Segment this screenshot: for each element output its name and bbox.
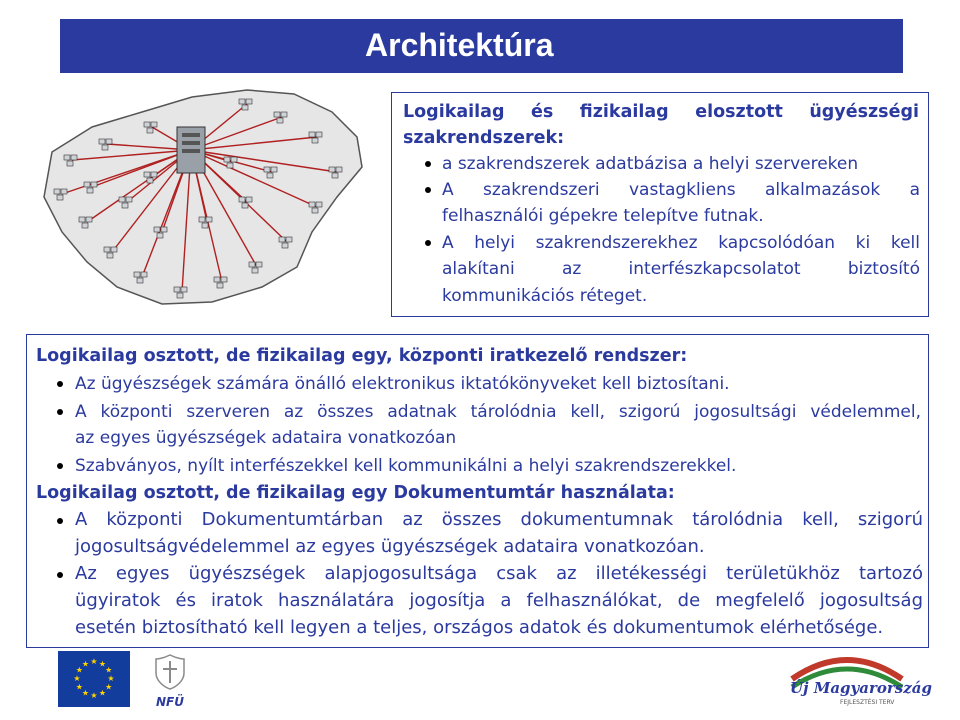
- svg-text:★: ★: [81, 659, 90, 669]
- distributed-systems-box: [391, 92, 929, 317]
- workstation-icon: [336, 167, 342, 172]
- central-systems-box: [26, 334, 929, 648]
- workstation-icon: [61, 189, 67, 194]
- workstation-icon: [82, 223, 88, 228]
- workstation-icon: [126, 197, 132, 202]
- workstation-icon: [282, 243, 288, 248]
- workstation-icon: [147, 178, 153, 183]
- workstation-icon: [141, 272, 147, 277]
- svg-text:★: ★: [90, 691, 98, 700]
- section1-bullet-3: Szabványos, nyílt interfészekkel kell kommunikálni a helyi szakrendszerekkel.: [75, 456, 737, 476]
- workstation-icon: [267, 173, 273, 178]
- workstation-icon: [87, 188, 93, 193]
- workstation-icon: [252, 268, 258, 273]
- section1-heading: Logikailag osztott, de fizikailag egy, központi iratkezelő rendszer:: [36, 346, 688, 366]
- svg-text:★: ★: [75, 682, 83, 692]
- section2-bullet-2-cont: ügyiratok és iratok használatára jogosítja a felhasználókat, de megfelelő jogosultság: [75, 590, 923, 611]
- workstation-icon: [274, 112, 280, 117]
- workstation-icon: [249, 262, 255, 267]
- bullet-icon: [57, 572, 63, 578]
- box1-bullet-1: a szakrendszerek adatbázisa a helyi szervereken: [442, 154, 859, 174]
- workstation-icon: [104, 247, 110, 252]
- svg-text:★: ★: [105, 665, 113, 675]
- workstation-icon: [67, 161, 73, 166]
- workstation-icon: [102, 145, 108, 150]
- workstation-icon: [147, 128, 153, 133]
- workstation-icon: [329, 167, 335, 172]
- workstation-icon: [111, 247, 117, 252]
- workstation-icon: [79, 217, 85, 222]
- workstation-icon: [256, 262, 262, 267]
- workstation-icon: [157, 233, 163, 238]
- box1-bullet-2-cont: felhasználói gépekre telepítve futnak.: [442, 206, 764, 226]
- workstation-icon: [206, 217, 212, 222]
- workstation-icon: [91, 182, 97, 187]
- section1-bullet-2: A központi szerveren az összes adatnak tárolódnia kell, szigorú jogosultsági védelemmel,: [75, 402, 921, 422]
- workstation-icon: [99, 139, 105, 144]
- svg-text:★: ★: [90, 657, 98, 666]
- workstation-icon: [214, 277, 220, 282]
- workstation-icon: [271, 167, 277, 172]
- workstation-icon: [57, 195, 63, 200]
- bullet-icon: [57, 381, 63, 387]
- box1-heading-cont: szakrendszerek:: [403, 128, 565, 148]
- section2-bullet-2-cont2: esetén biztosítható kell legyen a teljes, országos adatok és dokumentumok elérhetősége.: [75, 617, 884, 638]
- central-server-icon: [177, 127, 205, 173]
- workstation-icon: [144, 172, 150, 177]
- workstation-icon: [174, 287, 180, 292]
- box1-bullet-3-cont: alakítani az interfészkapcsolatot biztosító: [442, 259, 920, 279]
- workstation-icon: [134, 272, 140, 277]
- bullet-icon: [425, 240, 431, 246]
- workstation-icon: [231, 157, 237, 162]
- workstation-icon: [277, 118, 283, 123]
- section2-bullet-2: Az egyes ügyészségek alapjogosultsága csak az illetékességi területükhöz tartozó: [75, 563, 923, 584]
- workstation-icon: [84, 182, 90, 187]
- box1-bullet-3: A helyi szakrendszerekhez kapcsolódóan ki kell: [442, 233, 920, 253]
- slide-title: Architektúra: [365, 27, 554, 63]
- workstation-icon: [246, 197, 252, 202]
- workstation-icon: [199, 217, 205, 222]
- workstation-icon: [309, 202, 315, 207]
- workstation-icon: [246, 99, 252, 104]
- svg-text:★: ★: [73, 674, 81, 683]
- eu-flag-logo: [58, 651, 130, 707]
- section1-bullet-2-cont: az egyes ügyészségek adataira vonatkozóan: [75, 428, 457, 448]
- workstation-icon: [107, 253, 113, 258]
- workstation-icon: [71, 155, 77, 160]
- svg-text:★: ★: [75, 665, 83, 675]
- workstation-icon: [119, 197, 125, 202]
- nfu-text: NFÜ: [156, 695, 184, 709]
- workstation-icon: [161, 227, 167, 232]
- workstation-icon: [227, 163, 233, 168]
- workstation-icon: [202, 223, 208, 228]
- box1-bullet-3-cont2: kommunikációs réteget.: [442, 286, 648, 306]
- section2-heading: Logikailag osztott, de fizikailag egy Dokumentumtár használata:: [36, 483, 675, 503]
- workstation-icon: [312, 208, 318, 213]
- workstation-icon: [316, 202, 322, 207]
- workstation-icon: [177, 293, 183, 298]
- workstation-icon: [86, 217, 92, 222]
- workstation-icon: [312, 138, 318, 143]
- svg-text:★: ★: [107, 674, 115, 683]
- workstation-icon: [316, 132, 322, 137]
- bullet-icon: [425, 187, 431, 193]
- section2-bullet-1: A központi Dokumentumtárban az összes dokumentumnak tárolódnia kell, szigorú: [75, 509, 923, 530]
- box1-heading: Logikailag és fizikailag elosztott ügyészségi: [403, 102, 919, 122]
- workstation-icon: [106, 139, 112, 144]
- workstation-icon: [221, 277, 227, 282]
- section2-bullet-1-cont: jogosultságvédelemmel az egyes ügyészségek adataira vonatkozóan.: [75, 536, 705, 557]
- bullet-icon: [57, 409, 63, 415]
- workstation-icon: [122, 203, 128, 208]
- section1-bullet-1: Az ügyészségek számára önálló elektronikus iktatókönyveket kell biztosítani.: [75, 374, 730, 394]
- bullet-icon: [57, 463, 63, 469]
- workstation-icon: [64, 155, 70, 160]
- nfu-logo: [150, 651, 190, 711]
- workstation-icon: [217, 283, 223, 288]
- workstation-icon: [309, 132, 315, 137]
- workstation-icon: [239, 99, 245, 104]
- svg-text:★: ★: [98, 688, 107, 698]
- workstation-icon: [264, 167, 270, 172]
- workstation-icon: [286, 237, 292, 242]
- svg-text:★: ★: [98, 659, 107, 669]
- svg-text:★: ★: [81, 688, 90, 698]
- bullet-icon: [425, 161, 431, 167]
- workstation-icon: [137, 278, 143, 283]
- workstation-icon: [279, 237, 285, 242]
- title-bar: [60, 19, 903, 73]
- workstation-icon: [239, 197, 245, 202]
- workstation-icon: [154, 227, 160, 232]
- workstation-icon: [54, 189, 60, 194]
- workstation-icon: [332, 173, 338, 178]
- svg-text:★: ★: [105, 682, 113, 692]
- workstation-icon: [151, 172, 157, 177]
- workstation-icon: [181, 287, 187, 292]
- nfu-crest-icon: [150, 651, 190, 691]
- workstation-icon: [281, 112, 287, 117]
- country-outline: [44, 90, 362, 304]
- workstation-icon: [224, 157, 230, 162]
- box1-bullet-2: A szakrendszeri vastagkliens alkalmazások a: [442, 180, 920, 200]
- bullet-icon: [57, 518, 63, 524]
- workstation-icon: [242, 105, 248, 110]
- uj-magyarorszag-logo: [782, 649, 932, 711]
- um-subtext: FEJLESZTÉSI TERV: [840, 699, 895, 706]
- um-text: Új Magyarország: [790, 679, 932, 697]
- network-map-illustration: [32, 82, 372, 314]
- workstation-icon: [144, 122, 150, 127]
- workstation-icon: [151, 122, 157, 127]
- eu-stars-icon: [58, 651, 130, 707]
- workstation-icon: [242, 203, 248, 208]
